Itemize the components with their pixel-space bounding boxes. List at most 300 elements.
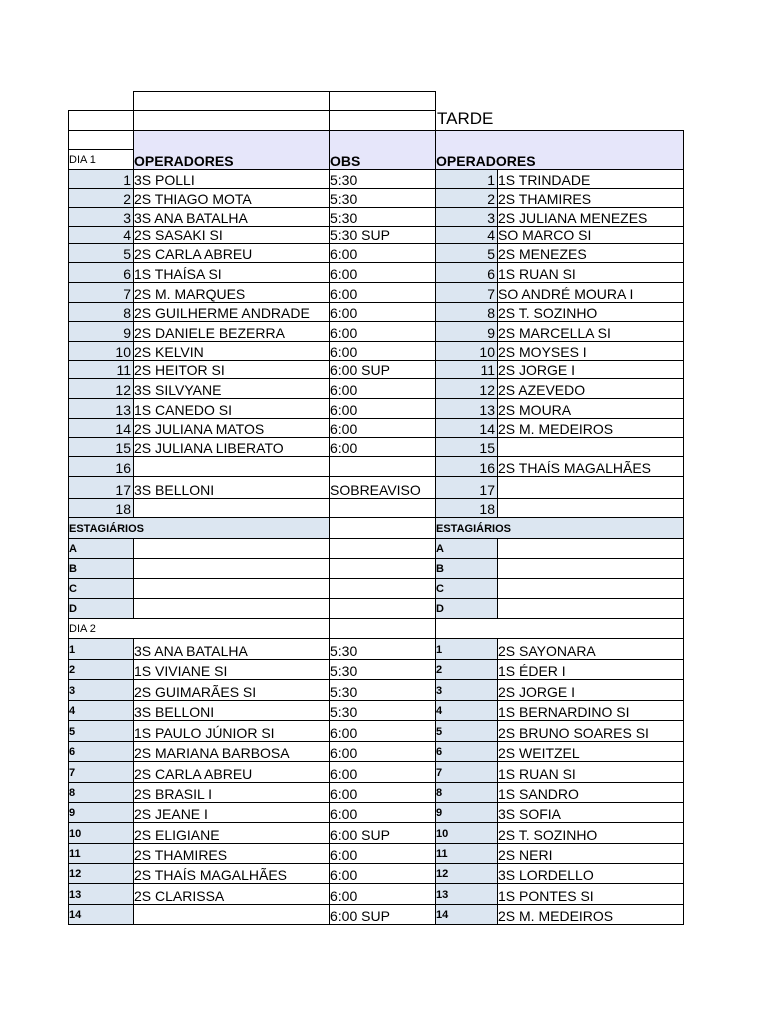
row-number-text: 4 bbox=[69, 705, 76, 717]
operator-obs bbox=[329, 188, 435, 207]
grid-line bbox=[68, 456, 684, 457]
obs-header bbox=[329, 149, 435, 169]
operator-name-afternoon-text: 2S THAÍS MAGALHÃES bbox=[498, 460, 652, 476]
intern-letter bbox=[435, 598, 497, 618]
row-number bbox=[68, 883, 133, 904]
row-number-text: 10 bbox=[436, 828, 449, 840]
operator-name-afternoon-text: 1S BERNARDINO SI bbox=[498, 704, 630, 720]
row-number bbox=[68, 659, 133, 679]
grid-line bbox=[68, 149, 134, 150]
row-number bbox=[68, 761, 133, 782]
grid-line bbox=[68, 700, 684, 701]
operator-name-text: 1S THAÍSA SI bbox=[134, 266, 222, 282]
row-number bbox=[435, 802, 497, 822]
operator-name-text: 2S JULIANA LIBERATO bbox=[134, 440, 284, 456]
row-number bbox=[435, 498, 497, 517]
operator-name-afternoon bbox=[497, 262, 683, 282]
operator-name-afternoon-text: 2S JULIANA MENEZES bbox=[498, 210, 648, 226]
operators-header-right-text: OPERADORES bbox=[436, 153, 536, 169]
operator-name-text: 2S CARLA ABREU bbox=[134, 766, 253, 782]
operator-name-afternoon-text: 2S JORGE I bbox=[498, 362, 576, 378]
operator-obs-text: 6:00 bbox=[330, 402, 358, 418]
row-number-text: 9 bbox=[69, 807, 76, 819]
row-number bbox=[435, 863, 497, 883]
operator-name-afternoon-text: 1S TRINDADE bbox=[498, 172, 591, 188]
row-number-text: 9 bbox=[436, 807, 443, 819]
operator-obs bbox=[329, 659, 435, 679]
operator-obs-text: 6:00 SUP bbox=[330, 362, 390, 378]
grid-line bbox=[68, 883, 684, 884]
grid-line bbox=[68, 498, 684, 499]
grid-line bbox=[68, 741, 684, 742]
grid-line bbox=[329, 91, 330, 111]
operator-name bbox=[133, 883, 329, 904]
operator-name bbox=[133, 226, 329, 243]
operator-obs-text: 5:30 bbox=[330, 663, 358, 679]
interns-label-right bbox=[435, 517, 565, 538]
grid-line bbox=[68, 476, 684, 477]
operator-name-afternoon bbox=[497, 360, 683, 378]
intern-letter-text: C bbox=[69, 583, 77, 595]
operator-obs-text: 6:00 bbox=[330, 421, 358, 437]
grid-line bbox=[68, 282, 684, 283]
operator-name-text: 1S CANEDO SI bbox=[134, 402, 233, 418]
grid-line bbox=[68, 418, 684, 419]
row-number-text: 9 bbox=[123, 325, 131, 341]
operator-name-text: 3S SILVYANE bbox=[134, 382, 222, 398]
row-number bbox=[68, 700, 133, 720]
operator-name-afternoon-text: 2S NERI bbox=[498, 847, 553, 863]
operator-obs-text: 6:00 bbox=[330, 847, 358, 863]
operator-name bbox=[133, 638, 329, 659]
row-number bbox=[435, 321, 497, 341]
intern-letter-text: A bbox=[69, 543, 77, 555]
intern-letter-text: C bbox=[436, 583, 444, 595]
operator-name-afternoon bbox=[497, 398, 683, 418]
row-number-text: 11 bbox=[116, 362, 131, 378]
operator-obs-text: 6:00 bbox=[330, 725, 358, 741]
grid-line bbox=[68, 398, 684, 399]
operator-name-afternoon bbox=[497, 226, 683, 243]
operator-name-afternoon-text: 2S MOURA bbox=[498, 402, 572, 418]
operator-name bbox=[133, 418, 329, 437]
operator-name bbox=[133, 456, 329, 476]
row-number-text: 11 bbox=[69, 848, 81, 860]
operator-obs-text: 6:00 SUP bbox=[330, 827, 390, 843]
grid-line bbox=[68, 207, 684, 208]
operator-obs bbox=[329, 741, 435, 761]
operators-header-left bbox=[133, 149, 329, 169]
intern-letter-text: B bbox=[436, 563, 444, 575]
operator-obs-text: 6:00 bbox=[330, 806, 358, 822]
day2-label bbox=[68, 618, 133, 638]
operator-name-text: 2S JULIANA MATOS bbox=[134, 421, 265, 437]
operator-name-afternoon-text: 2S AZEVEDO bbox=[498, 382, 586, 398]
operator-obs-text: 6:00 bbox=[330, 305, 358, 321]
grid-line bbox=[68, 782, 684, 783]
grid-line bbox=[68, 169, 684, 170]
grid-line bbox=[68, 517, 684, 518]
row-number-text: 11 bbox=[480, 362, 495, 378]
intern-letter-text: D bbox=[69, 603, 77, 615]
row-number bbox=[68, 226, 133, 243]
operator-name-text: 2S JEANE I bbox=[134, 806, 208, 822]
operator-name bbox=[133, 243, 329, 262]
row-number-text: 15 bbox=[115, 440, 131, 456]
operator-name-afternoon bbox=[497, 659, 683, 679]
operator-obs-text: 6:00 bbox=[330, 888, 358, 904]
row-number bbox=[435, 378, 497, 398]
row-number-text: 15 bbox=[479, 440, 495, 456]
operator-obs-text: 5:30 SUP bbox=[330, 227, 390, 243]
row-number bbox=[435, 341, 497, 360]
row-number bbox=[435, 302, 497, 321]
operator-obs bbox=[329, 341, 435, 360]
row-number bbox=[68, 476, 133, 498]
grid-line bbox=[68, 110, 436, 111]
intern-letter bbox=[435, 578, 497, 598]
operator-obs bbox=[329, 802, 435, 822]
operators-header-left-text: OPERADORES bbox=[134, 153, 234, 169]
row-number-text: 13 bbox=[115, 402, 131, 418]
operator-name-text: 2S THIAGO MOTA bbox=[134, 191, 252, 207]
operator-name-text: 2S ELIGIANE bbox=[134, 827, 220, 843]
operator-obs bbox=[329, 321, 435, 341]
operator-name-text: 3S ANA BATALHA bbox=[134, 643, 248, 659]
operator-obs bbox=[329, 700, 435, 720]
operator-obs bbox=[329, 207, 435, 226]
operator-obs-text: 6:00 bbox=[330, 246, 358, 262]
operator-obs-text: 6:00 SUP bbox=[330, 908, 390, 924]
intern-letter bbox=[68, 598, 133, 618]
row-number bbox=[435, 761, 497, 782]
operator-obs-text: 6:00 bbox=[330, 745, 358, 761]
operator-obs bbox=[329, 822, 435, 843]
grid-line bbox=[68, 302, 684, 303]
row-number bbox=[435, 437, 497, 456]
operator-obs-text: 6:00 bbox=[330, 766, 358, 782]
operator-obs bbox=[329, 782, 435, 802]
operator-name-afternoon-text: 1S RUAN SI bbox=[498, 266, 576, 282]
grid-line bbox=[68, 262, 684, 263]
operator-obs bbox=[329, 243, 435, 262]
grid-line bbox=[68, 679, 684, 680]
operator-obs bbox=[329, 302, 435, 321]
operator-name-text: 3S BELLONI bbox=[134, 704, 215, 720]
obs-header-text: OBS bbox=[330, 153, 361, 169]
row-number-text: 14 bbox=[436, 909, 449, 921]
operator-name-afternoon bbox=[497, 188, 683, 207]
row-number-text: 3 bbox=[487, 210, 495, 226]
operator-name-afternoon-text: 3S SOFIA bbox=[498, 806, 562, 822]
row-number-text: 1 bbox=[487, 172, 495, 188]
row-number bbox=[435, 226, 497, 243]
operator-obs-text: 5:30 bbox=[330, 704, 358, 720]
operator-name bbox=[133, 802, 329, 822]
operator-obs bbox=[329, 360, 435, 378]
operator-name bbox=[133, 782, 329, 802]
row-number bbox=[435, 360, 497, 378]
grid-line bbox=[68, 659, 684, 660]
grid-line bbox=[329, 130, 330, 925]
grid-line bbox=[68, 360, 684, 361]
operator-obs bbox=[329, 720, 435, 741]
interns-label-right-text: ESTAGIÁRIOS bbox=[436, 523, 511, 535]
operator-name-text: 2S MARIANA BARBOSA bbox=[134, 745, 290, 761]
operator-name-text: 2S HEITOR SI bbox=[134, 362, 225, 378]
operator-name-afternoon bbox=[497, 802, 683, 822]
row-number-text: 17 bbox=[115, 482, 131, 498]
operator-name-afternoon-text: 2S MARCELLA SI bbox=[498, 325, 611, 341]
operator-name-afternoon-text: 2S M. MEDEIROS bbox=[498, 421, 614, 437]
operator-name-afternoon bbox=[497, 207, 683, 226]
operator-name-afternoon bbox=[497, 679, 683, 700]
operator-name-afternoon-text: SO MARCO SI bbox=[498, 227, 592, 243]
row-number bbox=[68, 720, 133, 741]
row-number-text: 1 bbox=[436, 644, 443, 656]
row-number bbox=[68, 741, 133, 761]
intern-letter-text: A bbox=[436, 543, 444, 555]
grid-line bbox=[133, 110, 134, 131]
row-number-text: 13 bbox=[69, 889, 82, 901]
row-number-text: 5 bbox=[69, 726, 76, 738]
operator-obs-text: 6:00 bbox=[330, 382, 358, 398]
operator-obs bbox=[329, 282, 435, 302]
operator-name-text: 2S M. MARQUES bbox=[134, 286, 246, 302]
row-number bbox=[68, 341, 133, 360]
operator-name-afternoon bbox=[497, 456, 683, 476]
operator-name-text: 2S CARLA ABREU bbox=[134, 246, 253, 262]
row-number-text: 7 bbox=[487, 286, 495, 302]
operator-obs-text: 5:30 bbox=[330, 684, 358, 700]
day1-label-text: DIA 1 bbox=[69, 154, 96, 166]
row-number-text: 18 bbox=[115, 501, 131, 517]
grid-line bbox=[68, 578, 684, 579]
row-number-text: 6 bbox=[123, 266, 131, 282]
operator-name-afternoon bbox=[497, 883, 683, 904]
grid-line bbox=[68, 243, 684, 244]
operator-obs-text: 5:30 bbox=[330, 191, 358, 207]
row-number bbox=[435, 700, 497, 720]
row-number-text: 6 bbox=[436, 746, 443, 758]
operator-name bbox=[133, 360, 329, 378]
row-number-text: 8 bbox=[436, 787, 443, 799]
operator-obs-text: 5:30 bbox=[330, 643, 358, 659]
row-number bbox=[68, 904, 133, 924]
row-number-text: 12 bbox=[479, 382, 495, 398]
operator-name-afternoon-text: 2S MOYSES I bbox=[498, 344, 587, 360]
operator-name-afternoon-text: 2S MENEZES bbox=[498, 246, 587, 262]
row-number bbox=[68, 207, 133, 226]
operator-obs-text: 6:00 bbox=[330, 867, 358, 883]
operator-name-afternoon-text: 2S THAMIRES bbox=[498, 191, 592, 207]
operator-obs bbox=[329, 498, 435, 517]
intern-letter-text: B bbox=[69, 563, 77, 575]
row-number bbox=[435, 476, 497, 498]
operator-name-afternoon bbox=[497, 700, 683, 720]
row-number bbox=[435, 741, 497, 761]
operator-name-afternoon-text: SO ANDRÉ MOURA I bbox=[498, 286, 634, 302]
operator-name-text: 3S BELLONI bbox=[134, 482, 215, 498]
row-number-text: 6 bbox=[69, 746, 76, 758]
row-number-text: 16 bbox=[479, 460, 495, 476]
grid-line bbox=[68, 110, 69, 131]
operator-name bbox=[133, 188, 329, 207]
row-number-text: 12 bbox=[69, 868, 82, 880]
grid-line bbox=[68, 341, 684, 342]
operator-obs bbox=[329, 378, 435, 398]
row-number bbox=[68, 802, 133, 822]
grid-line bbox=[68, 437, 684, 438]
operator-name-afternoon-text: 1S SANDRO bbox=[498, 786, 579, 802]
row-number-text: 16 bbox=[115, 460, 131, 476]
operator-obs bbox=[329, 262, 435, 282]
row-number bbox=[435, 822, 497, 843]
grid-line bbox=[68, 321, 684, 322]
grid-line bbox=[68, 802, 684, 803]
operator-name-afternoon-text: 1S ÉDER I bbox=[498, 663, 566, 679]
operator-name-text: 2S THAMIRES bbox=[134, 847, 228, 863]
operator-obs-text: 6:00 bbox=[330, 786, 358, 802]
tarde-label-text: TARDE bbox=[437, 109, 494, 128]
operator-name-afternoon bbox=[497, 822, 683, 843]
operator-obs-text: 6:00 bbox=[330, 344, 358, 360]
row-number bbox=[68, 282, 133, 302]
operator-obs bbox=[329, 169, 435, 188]
operator-name-text: 3S POLLI bbox=[134, 172, 195, 188]
operator-obs-text: 5:30 bbox=[330, 172, 358, 188]
operator-obs bbox=[329, 679, 435, 700]
row-number-text: 18 bbox=[479, 501, 495, 517]
row-number bbox=[68, 437, 133, 456]
grid-line bbox=[68, 618, 684, 619]
intern-letter bbox=[68, 538, 133, 558]
row-number-text: 4 bbox=[123, 227, 131, 243]
operator-obs-text: SOBREAVISO bbox=[330, 482, 421, 498]
operator-name bbox=[133, 302, 329, 321]
operator-name-text: 2S DANIELE BEZERRA bbox=[134, 325, 285, 341]
grid-line bbox=[435, 91, 436, 111]
row-number-text: 4 bbox=[436, 705, 443, 717]
intern-letter bbox=[68, 578, 133, 598]
operator-name bbox=[133, 476, 329, 498]
operator-name-afternoon bbox=[497, 341, 683, 360]
grid-line bbox=[683, 130, 684, 925]
operators-header-right bbox=[435, 149, 635, 169]
row-number bbox=[435, 883, 497, 904]
operator-name-afternoon-text: 2S T. SOZINHO bbox=[498, 305, 598, 321]
day1-label bbox=[68, 149, 133, 169]
row-number bbox=[435, 207, 497, 226]
row-number-text: 12 bbox=[436, 868, 449, 880]
row-number bbox=[68, 243, 133, 262]
row-number bbox=[68, 782, 133, 802]
operator-obs bbox=[329, 863, 435, 883]
row-number bbox=[435, 262, 497, 282]
grid-line bbox=[68, 226, 684, 227]
row-number bbox=[68, 456, 133, 476]
grid-line bbox=[68, 720, 684, 721]
row-number bbox=[68, 360, 133, 378]
row-number-text: 10 bbox=[479, 344, 495, 360]
operator-name-afternoon bbox=[497, 378, 683, 398]
grid-line bbox=[133, 91, 436, 92]
grid-line bbox=[68, 638, 684, 639]
grid-line bbox=[68, 558, 684, 559]
operator-name bbox=[133, 659, 329, 679]
operator-name bbox=[133, 282, 329, 302]
operator-name-text: 1S PAULO JÚNIOR SI bbox=[134, 725, 275, 741]
operator-obs bbox=[329, 398, 435, 418]
row-number bbox=[68, 262, 133, 282]
row-number bbox=[435, 638, 497, 659]
row-number bbox=[435, 188, 497, 207]
row-number bbox=[435, 782, 497, 802]
operator-name bbox=[133, 321, 329, 341]
row-number bbox=[68, 302, 133, 321]
operator-name-afternoon bbox=[497, 904, 683, 924]
operator-obs bbox=[329, 456, 435, 476]
row-number bbox=[435, 418, 497, 437]
operator-name-afternoon-text: 2S T. SOZINHO bbox=[498, 827, 598, 843]
row-number-text: 10 bbox=[115, 344, 131, 360]
operator-obs-text: 6:00 bbox=[330, 266, 358, 282]
intern-letter-text: D bbox=[436, 603, 444, 615]
operator-obs bbox=[329, 418, 435, 437]
operator-name bbox=[133, 761, 329, 782]
operator-name bbox=[133, 863, 329, 883]
grid-line bbox=[68, 130, 69, 925]
interns-label-left bbox=[68, 517, 198, 538]
day2-label-text: DIA 2 bbox=[69, 623, 96, 635]
operator-name-afternoon bbox=[497, 720, 683, 741]
operator-name-afternoon bbox=[497, 437, 683, 456]
operator-obs bbox=[329, 761, 435, 782]
operator-name-text: 2S KELVIN bbox=[134, 344, 204, 360]
row-number-text: 5 bbox=[487, 246, 495, 262]
row-number-text: 6 bbox=[487, 266, 495, 282]
operator-name bbox=[133, 398, 329, 418]
operator-name-afternoon bbox=[497, 418, 683, 437]
operator-name-afternoon bbox=[497, 782, 683, 802]
row-number bbox=[435, 456, 497, 476]
operator-obs-text: 5:30 bbox=[330, 210, 358, 226]
operator-name-text: 2S THAÍS MAGALHÃES bbox=[134, 867, 288, 883]
row-number-text: 5 bbox=[436, 726, 443, 738]
row-number bbox=[435, 398, 497, 418]
operator-name-afternoon bbox=[497, 321, 683, 341]
operator-name bbox=[133, 822, 329, 843]
operator-obs bbox=[329, 226, 435, 243]
operator-name bbox=[133, 341, 329, 360]
row-number-text: 1 bbox=[123, 172, 131, 188]
grid-line bbox=[435, 110, 436, 131]
operator-name-afternoon-text: 3S LORDELLO bbox=[498, 867, 594, 883]
operator-obs bbox=[329, 904, 435, 924]
operator-name-afternoon-text: 2S WEITZEL bbox=[498, 745, 580, 761]
operator-name-afternoon bbox=[497, 498, 683, 517]
grid-line bbox=[68, 598, 684, 599]
intern-letter bbox=[435, 558, 497, 578]
row-number-text: 17 bbox=[479, 482, 495, 498]
row-number bbox=[435, 243, 497, 262]
operator-obs bbox=[329, 638, 435, 659]
row-number-text: 14 bbox=[115, 421, 131, 437]
grid-line bbox=[435, 130, 436, 925]
grid-line bbox=[68, 924, 684, 925]
operator-name bbox=[133, 904, 329, 924]
row-number-text: 14 bbox=[479, 421, 495, 437]
